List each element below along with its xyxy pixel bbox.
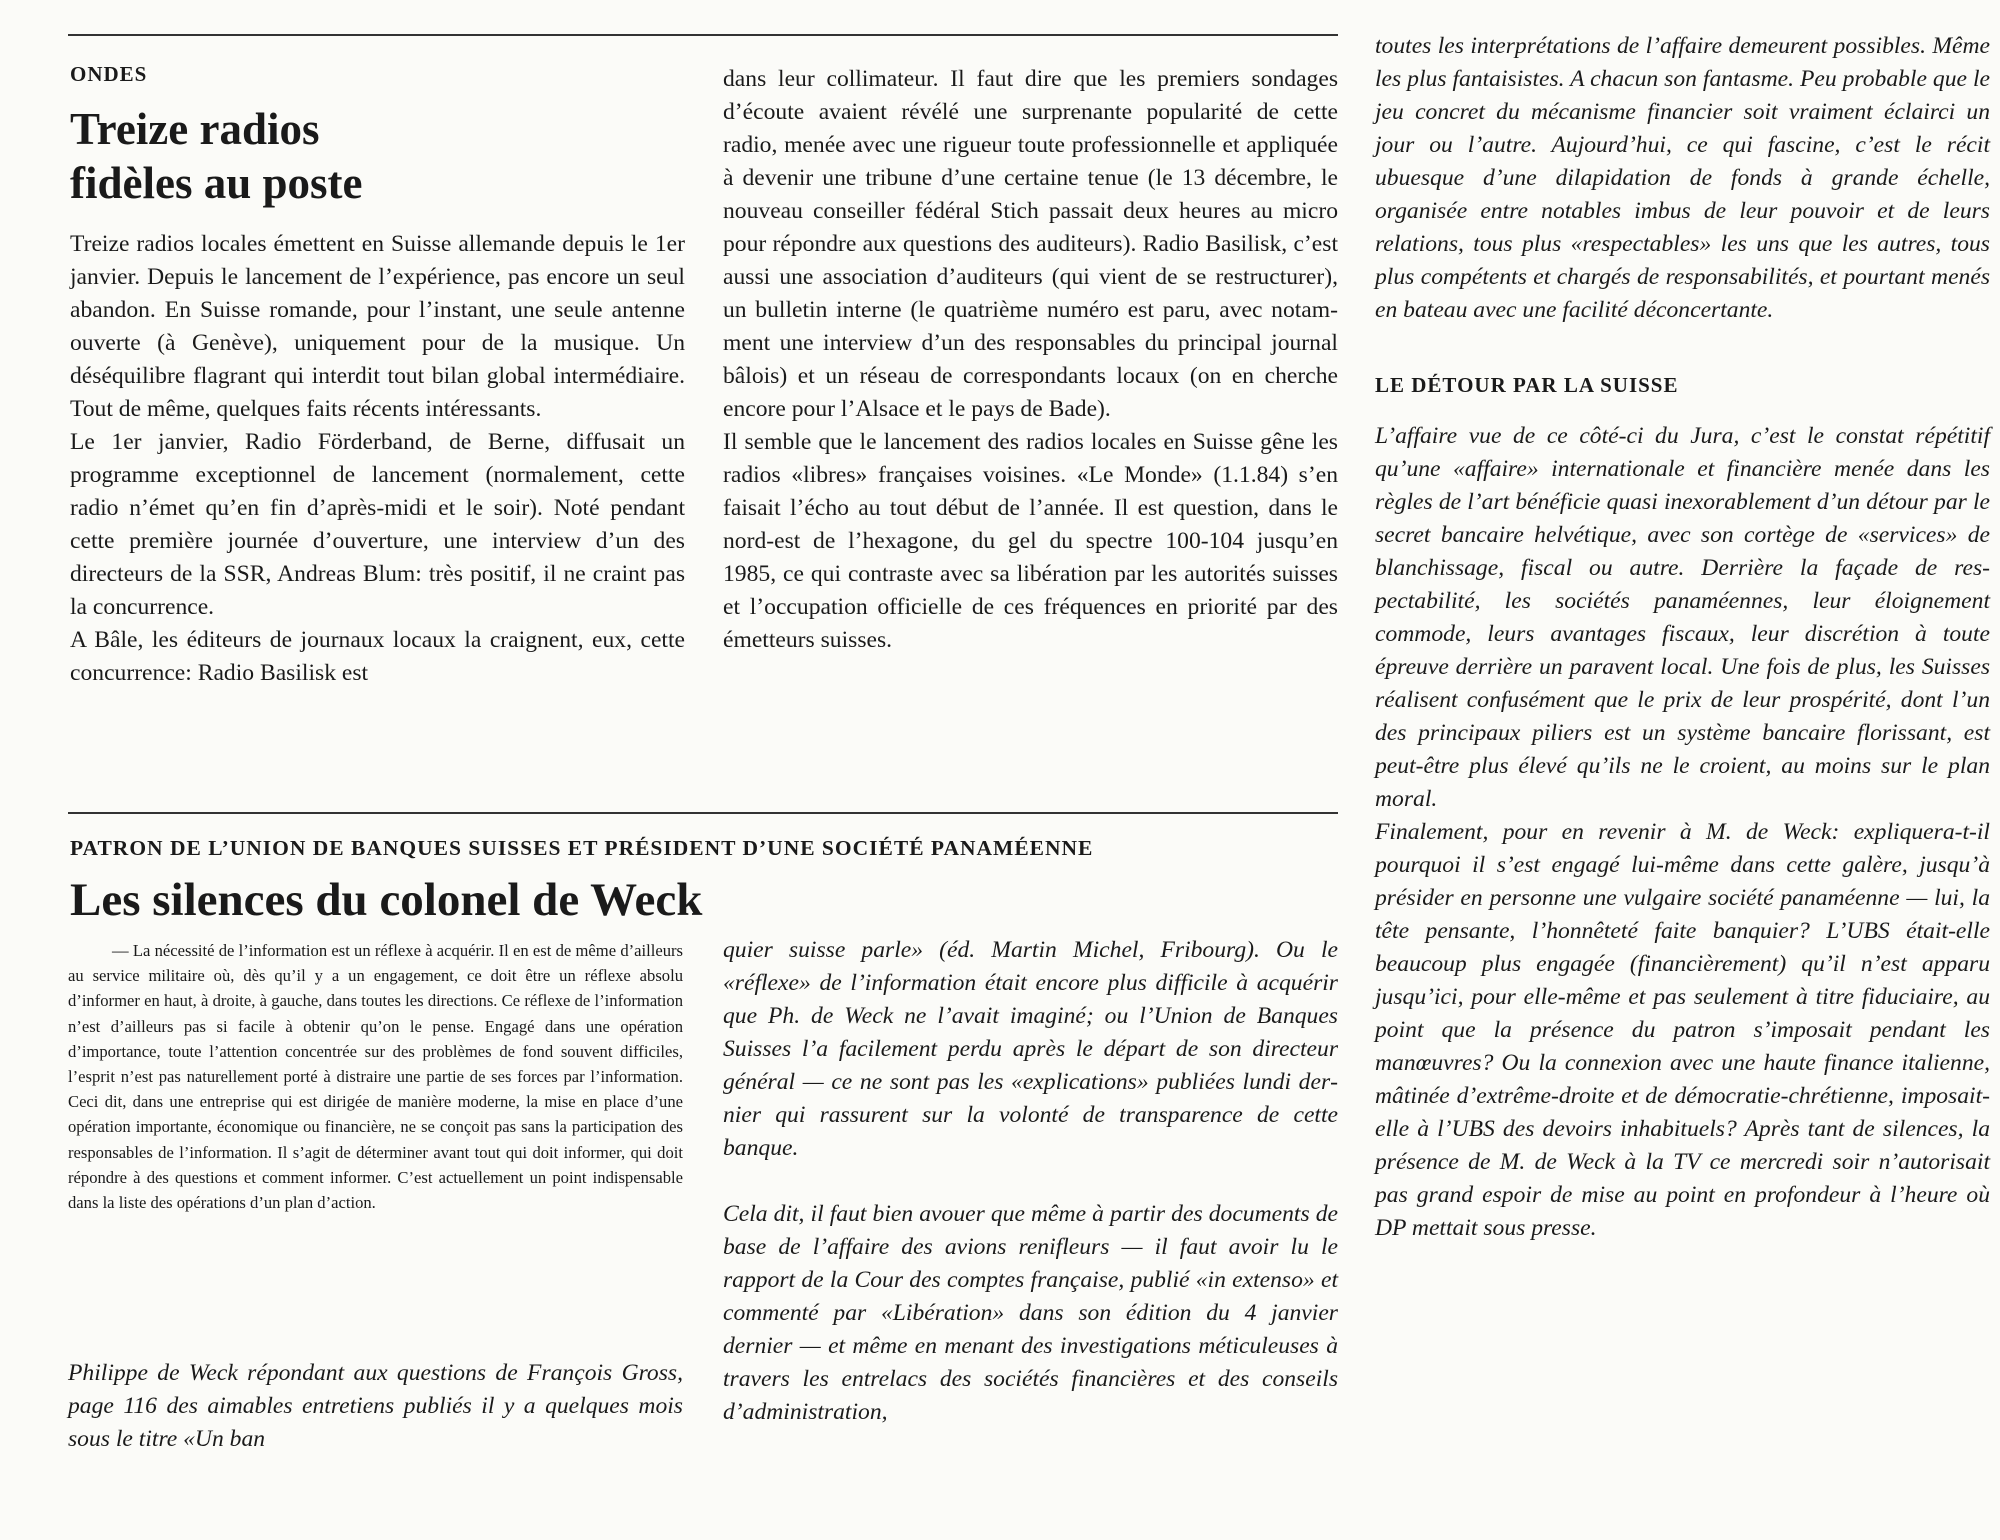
top-rule <box>68 34 1338 36</box>
paragraph: Le 1er janvier, Radio Förderband, de Berne, diffusait un programme exceptionnel de lancement (normalement, cette radio n’émet qu’en fin d’après-midi et le soir). Noté pendant cette première journée d’ouverture, une interview d’un des directeurs de la SSR, Andreas Blum: très positif, il ne craint pas la concurrence. <box>70 429 685 620</box>
article1-kicker: ONDES <box>70 62 148 86</box>
article2-quote <box>68 938 683 1215</box>
article1-headline <box>70 102 363 210</box>
section-divider-rule <box>68 812 1338 814</box>
paragraph: Il semble que le lancement des radios locales en Suisse gêne les radios «libres» françaises voisines. «Le Monde» (1.1.84) s’en faisait l’écho au tout début de l’année. Il est question, dans le nord-est de l’hexagone, du gel du spectre 100-104 jusqu’en 1985, ce qui contraste avec sa libération par les autorités suisses et l’occupation officielle de ces fréquences en priorité par des émetteurs suisses. <box>723 429 1338 653</box>
paragraph: Treize radios locales émettent en Suisse allemande depuis le 1er janvier. Depuis le lancement de l’expérience, pas encore un seul abandon. En Suisse romande, pour l’instant, une seule antenne ouverte (à Genève), uniquement pour de la musique. Un déséquilibre flagrant qui interdit tout bilan global intermédiaire. Tout de même, quelques faits récents intéressants. <box>70 231 685 422</box>
article1-headline-line2: fidèles au poste <box>70 158 363 208</box>
article2-headline: Les silences du colonel de Weck <box>70 874 703 926</box>
paragraph: Philippe de Weck répondant aux questions de François Gross, page 116 des aimables entretiens publiés il y a quelques mois sous le titre «Un ban <box>68 1360 683 1452</box>
quote-text: — La nécessité de l’information est un réflexe à acquérir. Il en est de même d’ailleurs au service militaire où, dès qu’il y a un engagement, ce doit être un réflexe absolu d’informer en haut, à droite, à gauche, dans toutes les directions. Ce réflexe de l’information n’est d’ailleurs pas si facile à obtenir qu’on le pense. Engagé dans une opération d’importance, toute l’attention concentrée sur des problèmes de fond souvent difficiles, l’esprit n’est pas naturellement porté à distraire une partie de ses forces par l’information. Ceci dit, dans une entreprise qui est dirigée de manière moderne, la mise en place d’une opération importante, économique ou financière, ne se conçoit pas sans la participation des responsables de l’information. Il s’agit de déterminer avant tout qui doit informer, qui doit répondre à des questions et comment informer. C’est actuellement un point indispensable dans la liste des opérations d’un plan d’action. <box>68 941 683 1213</box>
subheading: LE DÉTOUR PAR LA SUISSE <box>1375 373 1679 397</box>
paragraph: toutes les interprétations de l’affaire demeurent possibles. Même les plus fantaisistes. A chacun son fantasme. Peu probable que le jeu concret du mécanisme financier soit vraiment éclairci un jour ou l’autre. Aujourd’hui, ce qui fascine, c’est le récit ubuesque d’une dilapidation de fonds à grande échelle, organisée entre notables imbus de leur pouvoir et de leurs relations, tous plus «respectables» les uns que les autres, tous plus compétents et chargés de responsabilités, et pourtant menés en bateau avec une facilité déconcertante. <box>1375 33 1990 323</box>
article2-column-3 <box>1375 30 1990 1245</box>
article2-column-2 <box>723 934 1338 1429</box>
paragraph: Cela dit, il faut bien avouer que même à partir des documents de base de l’affaire des avions renifleurs — il faut avoir lu le rapport de la Cour des comptes française, publié «in extenso» et commenté par «Libération» dans son édition du 4 janvier dernier — et même en menant des investigations méticuleuses à travers les entrelacs des sociétés financières et des conseils d’administration, <box>723 1201 1338 1425</box>
article1-column-1 <box>70 228 685 690</box>
paragraph: quier suisse parle» (éd. Martin Michel, Fribourg). Ou le «réflexe» de l’information était encore plus difficile à acquérir que Ph. de Weck ne l’avait imaginé; ou l’Union de Banques Suisses l’a facilement perdu après le départ de son directeur général — ce ne sont pas les «explications» publiées lundi dernier qui rassurent sur la volonté de transparence de cette banque. <box>723 937 1338 1161</box>
paragraph: Finalement, pour en revenir à M. de Weck: expliquera-t-il pourquoi il s’est engagé lui-même dans cette galère, jusqu’à présider en personne une vulgaire société panaméenne — lui, la tête pensante, l’honnêteté faite banquier? L’UBS était-elle beaucoup plus engagée (financièrement) qu’il n’est apparu jusqu’ici, pour elle-même et pas seulement à titre fiduciaire, au point que la présence du patron s’imposait pendant les manœuvres? Ou la connexion avec une haute finance italienne, mâtinée d’extrême-droite et de démocratie-chrétienne, imposait-elle à l’UBS des devoirs inhabituels? Après tant de silences, la présence de M. de Weck à la TV ce mercredi soir n’autorisait pas grand espoir de mise au point en profondeur à l’heure où DP mettait sous presse. <box>1375 819 1990 1241</box>
article2-kicker: PATRON DE L’UNION DE BANQUES SUISSES ET PRÉSIDENT D’UNE SOCIÉTÉ PANAMÉENNE <box>70 836 1094 860</box>
article1-headline-line1: Treize radios <box>70 104 320 154</box>
article2-column-1 <box>68 1357 683 1456</box>
paragraph: L’affaire vue de ce côté-ci du Jura, c’est le constat répétitif qu’une «affaire» internationale et financière menée dans les règles de l’art bénéficie quasi inexorablement d’un détour par le secret bancaire helvétique, avec son cortège de «services» de blanchissage, fiscal ou autre. Derrière la façade de respectabilité, les sociétés panaméennes, leur éloignement commode, leurs avantages fiscaux, leur discrétion à toute épreuve derrière un paravent local. Une fois de plus, les Suisses réalisent confusément que le prix de leur prospérité, dont l’un des principaux piliers est un système bancaire florissant, est peut-être plus élevé qu’ils ne le croient, au moins sur le plan moral. <box>1375 423 1990 812</box>
paragraph: dans leur collimateur. Il faut dire que les premiers sondages d’écoute avaient révélé une surprenante popularité de cette radio, menée avec une rigueur toute professionnelle et appliquée à devenir une tribune d’une certaine tenue (le 13 décembre, le nouveau conseiller fédéral Stich passait deux heures au micro pour répondre aux questions des auditeurs). Radio Basilisk, c’est aussi une association d’auditeurs (qui vient de se restructurer), un bulletin interne (le quatrième numéro est paru, avec notamment une interview d’un des responsables du principal journal bâlois) et un réseau de correspondants locaux (on en cherche encore pour l’Alsace et le pays de Bade). <box>723 66 1338 422</box>
article1-column-2 <box>723 63 1338 657</box>
paragraph: A Bâle, les éditeurs de journaux locaux la craignent, eux, cette concurrence: Radio Basilisk est <box>70 627 685 686</box>
